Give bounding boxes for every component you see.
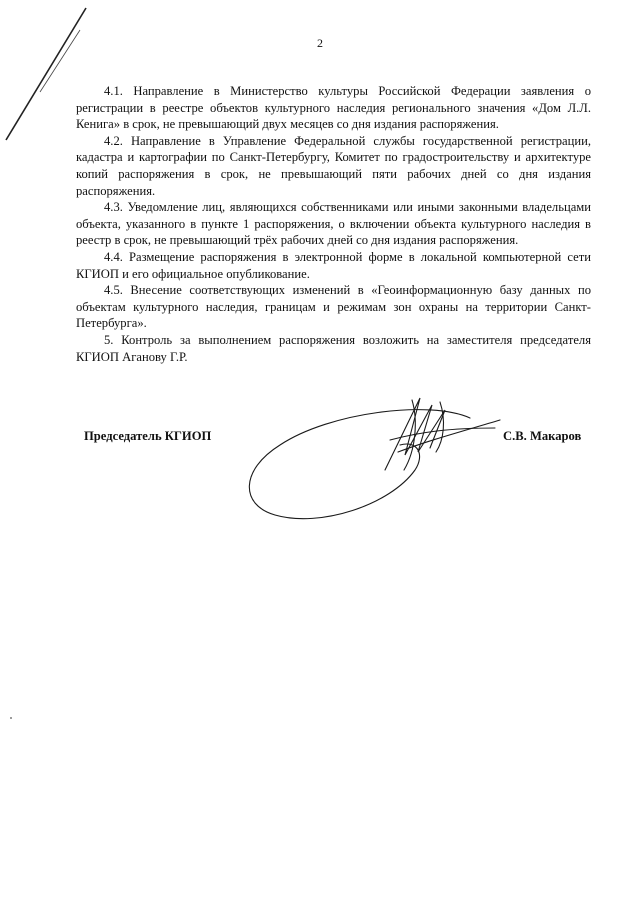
signatory-name: С.В. Макаров [503,429,582,443]
paragraph-4-3: 4.3. Уведомление лиц, являющихся собственниками или иными законными владельцами объекта, указанного в пункте 1 распоряжения, о включении объекта культурного наследия в реестр в срок, не превышающий трёх рабочих дней со дня издания распоряжения. [76,200,591,248]
signatory-title: Председатель КГИОП [84,429,212,443]
paragraph-4-4: 4.4. Размещение распоряжения в электронной форме в локальной компьютерной сети КГИОП и его официальное опубликование. [76,249,591,281]
paragraph-4-5: 4.5. Внесение соответствующих изменений в «Геоинформационную базу данных по объектам культурного наследия, границам и режимам зон охраны на территории Санкт-Петербурга». [76,283,591,331]
paragraph-4-1: 4.1. Направление в Министерство культуры Российской Федерации заявления о регистрации в реестре объектов культурного наследия регионального значения «Дом Л.Л. Кенига» в срок, не превышающий двух месяцев со дня издания распоряжения. [76,84,591,132]
paragraph-4-2: 4.2. Направление в Управление Федеральной службы государственной регистрации, кадастра и картографии по Санкт-Петербургу, Комитет по градостроительству и архитектуре копий распоряжения в срок, не превышающий пяти рабочих дней со дня издания распоряжения. [76,133,591,198]
paragraph-5: 5. Контроль за выполнением распоряжения возложить на заместителя председателя КГИОП Аганову Г.Р. [76,332,591,364]
page-number: 2 [317,36,323,50]
